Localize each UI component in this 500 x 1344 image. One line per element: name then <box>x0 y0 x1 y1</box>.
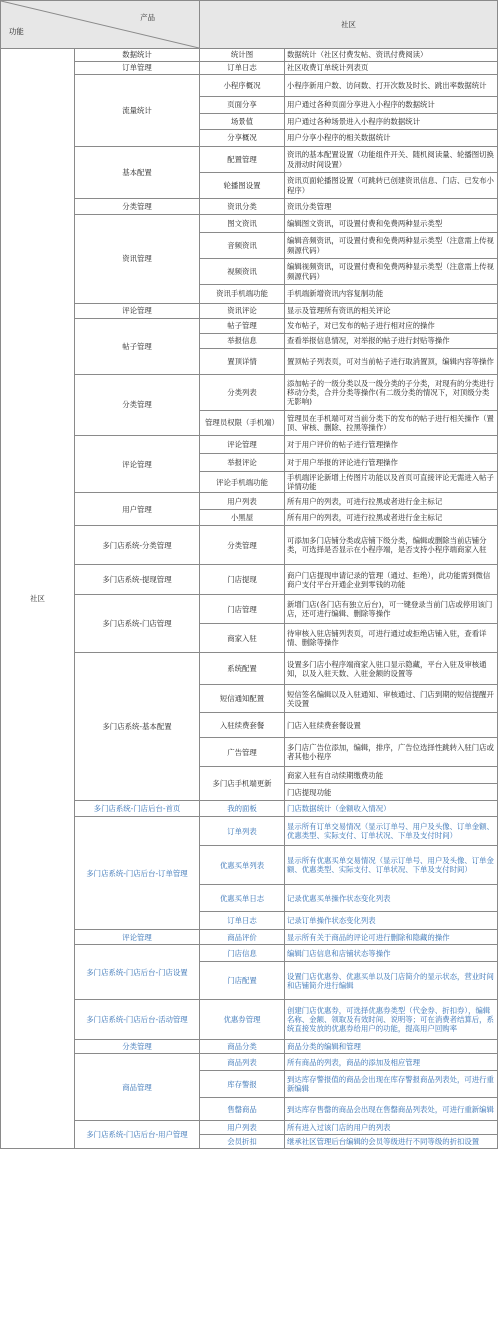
description-cell: 显示及管理所有资讯的相关评论 <box>285 304 498 319</box>
feature-cell: 小黑屋 <box>200 510 285 526</box>
feature-cell: 系统配置 <box>200 653 285 685</box>
module-cell: 基本配置 <box>75 147 200 199</box>
feature-cell: 商家入驻 <box>200 624 285 653</box>
description-cell: 资讯分类管理 <box>285 199 498 215</box>
module-cell: 多门店系统-分类管理 <box>75 526 200 565</box>
header-function: 功能 <box>9 26 24 36</box>
module-cell: 评论管理 <box>75 304 200 319</box>
description-cell: 编辑视频资讯，可设置付费和免费两种显示类型（注意需上传视频源代码） <box>285 259 498 285</box>
table-row <box>1 199 498 215</box>
feature-cell: 管理员权限（手机端） <box>200 411 285 436</box>
description-cell: 创建门店优惠券，可选择优惠券类型（代金券、折扣券），编辑名称、金额、领取及有效时间、说明等；可在消费者结算后，系统直接发放的优惠券给用户的功能，提高用户回购率 <box>285 1000 498 1040</box>
feature-cell: 资讯评论 <box>200 304 285 319</box>
description-cell: 到达库存警报值的商品会出现在库存警报商品列表处，可进行重新编辑 <box>285 1071 498 1098</box>
header-community: 社区 <box>200 1 498 49</box>
table-row <box>1 62 498 75</box>
table-row <box>1 375 498 411</box>
feature-cell: 售罄商品 <box>200 1098 285 1121</box>
description-cell: 置顶帖子列表页，可对当前帖子进行取消置顶，编辑内容等操作 <box>285 349 498 375</box>
table-row <box>1 147 498 173</box>
feature-cell: 订单列表 <box>200 817 285 846</box>
table-row <box>1 653 498 685</box>
description-cell: 商品分类的编辑和管理 <box>285 1040 498 1054</box>
feature-cell: 广告管理 <box>200 738 285 767</box>
feature-cell: 帖子管理 <box>200 319 285 334</box>
feature-cell: 多门店手机端更新 <box>200 767 285 801</box>
feature-cell: 资讯手机端功能 <box>200 285 285 304</box>
description-cell: 待审核入驻店铺列表页，可进行通过或拒绝店铺入驻，查看详情、删除等操作 <box>285 624 498 653</box>
description-cell: 添加帖子的一级分类以及一级分类的子分类，对现有的分类进行移动分类，合并分类等操作(有二级分类的情况下，对顶级分类无影响) <box>285 375 498 411</box>
description-cell: 编辑图文资讯，可设置付费和免费两种显示类型 <box>285 215 498 233</box>
module-cell: 多门店系统-门店后台-订单管理 <box>75 817 200 930</box>
description-cell: 小程序新用户数、访问数、打开次数及时长、跳出率数据统计 <box>285 75 498 97</box>
feature-cell: 资讯分类 <box>200 199 285 215</box>
module-cell: 用户管理 <box>75 493 200 526</box>
table-row <box>1 817 498 846</box>
feature-cell: 优惠买单列表 <box>200 846 285 885</box>
feature-cell: 商品分类 <box>200 1040 285 1054</box>
description-cell: 发布帖子，对已发布的帖子进行相对应的操作 <box>285 319 498 334</box>
description-cell: 门店入驻续费套餐设置 <box>285 713 498 738</box>
description-cell: 用户通过各种场景进入小程序的数据统计 <box>285 114 498 130</box>
feature-cell: 门店配置 <box>200 962 285 1000</box>
description-cell: 手机端评论新增上传图片功能以及首页可直接评论无需进入帖子详情功能 <box>285 472 498 493</box>
description-cell: 显示所有关于商品的评论可进行删除和隐藏的操作 <box>285 930 498 945</box>
module-cell: 数据统计 <box>75 49 200 62</box>
description-cell: 多门店广告位添加，编辑，排序，广告位选择性跳转入驻门店或者其他小程序 <box>285 738 498 767</box>
feature-cell: 举报信息 <box>200 334 285 349</box>
module-cell: 多门店系统-门店管理 <box>75 595 200 653</box>
table-row <box>1 319 498 334</box>
description-cell: 记录优惠买单操作状态变化列表 <box>285 885 498 912</box>
module-cell: 流量统计 <box>75 75 200 147</box>
feature-cell: 评论管理 <box>200 436 285 454</box>
description-cell: 商家入驻有自动续期缴费功能 <box>285 767 498 784</box>
feature-cell: 库存警报 <box>200 1071 285 1098</box>
description-cell: 可添加多门店铺分类或店铺下级分类，编辑或删除当前店铺分类，可选择是否显示在小程序端，是否支持小程序端商家入驻 <box>285 526 498 565</box>
module-cell: 多门店系统-门店后台-用户管理 <box>75 1121 200 1149</box>
description-cell: 数据统计（社区付费发帖、资讯付费阅读） <box>285 49 498 62</box>
table-row <box>1 215 498 233</box>
feature-cell: 短信通知配置 <box>200 685 285 713</box>
module-cell: 评论管理 <box>75 436 200 493</box>
feature-cell: 入驻续费套餐 <box>200 713 285 738</box>
table-row <box>1 1121 498 1135</box>
table-row <box>1 945 498 962</box>
table-body <box>1 49 498 1149</box>
description-cell: 对于用户举报的评论进行管理操作 <box>285 454 498 472</box>
table-row <box>1 1040 498 1054</box>
description-cell: 对于用户评价的帖子进行管理操作 <box>285 436 498 454</box>
feature-cell: 视频资讯 <box>200 259 285 285</box>
table-row <box>1 436 498 454</box>
description-cell: 资讯的基本配置设置（功能组件开关、随机阅读量、轮播图切换及滑动时间设置） <box>285 147 498 173</box>
feature-cell: 分类管理 <box>200 526 285 565</box>
description-cell: 用户通过各种页面分享进入小程序的数据统计 <box>285 97 498 114</box>
description-cell: 记录订单操作状态变化列表 <box>285 912 498 930</box>
feature-cell: 评论手机端功能 <box>200 472 285 493</box>
feature-cell: 置顶详情 <box>200 349 285 375</box>
feature-cell: 订单日志 <box>200 912 285 930</box>
category-cell: 社区 <box>1 49 75 1149</box>
table-row <box>1 75 498 97</box>
description-cell: 查看举报信息情况，对举报的帖子进行封贴等操作 <box>285 334 498 349</box>
table-row <box>1 930 498 945</box>
description-cell: 所有用户的列表，可进行拉黑或者进行金主标记 <box>285 493 498 510</box>
module-cell: 商品管理 <box>75 1054 200 1121</box>
module-cell: 多门店系统-门店后台-门店设置 <box>75 945 200 1000</box>
table-row <box>1 565 498 595</box>
module-cell: 多门店系统-基本配置 <box>75 653 200 801</box>
description-cell: 编辑音频资讯，可设置付费和免费两种显示类型（注意需上传视频源代码） <box>285 233 498 259</box>
description-cell: 管理员在手机端可对当前分类下的发布的帖子进行相关操作（置顶、审核、删除、拉黑等操作） <box>285 411 498 436</box>
feature-cell: 配置管理 <box>200 147 285 173</box>
module-cell: 资讯管理 <box>75 215 200 304</box>
description-cell: 到达库存售罄的商品会出现在售罄商品列表处，可进行重新编辑 <box>285 1098 498 1121</box>
feature-cell: 优惠买单日志 <box>200 885 285 912</box>
description-cell: 门店数据统计（金额收入情况） <box>285 801 498 817</box>
feature-cell: 分享概况 <box>200 130 285 147</box>
module-cell: 订单管理 <box>75 62 200 75</box>
description-cell: 所有商品的列表，商品的添加及相应管理 <box>285 1054 498 1071</box>
description-cell: 设置多门店小程序端商家入驻口显示隐藏，平台入驻及审核通知，以及入驻天数、入驻金额的设置等 <box>285 653 498 685</box>
description-cell: 显示所有订单交易情况（显示订单号、用户及头像、订单金额、优惠类型、实际支付、订单状况、下单及支付时间） <box>285 817 498 846</box>
description-cell: 商户门店提现申请记录的管理（通过、拒绝），此功能需到微信商户支付平台开通企业到零钱的功能 <box>285 565 498 595</box>
diagonal-header-cell <box>1 1 200 49</box>
feature-cell: 页面分享 <box>200 97 285 114</box>
feature-cell: 会员折扣 <box>200 1135 285 1149</box>
table-row <box>1 493 498 510</box>
feature-cell: 轮播图设置 <box>200 173 285 199</box>
header-product: 产品 <box>140 13 155 22</box>
module-cell: 多门店系统-门店后台-首页 <box>75 801 200 817</box>
table-row <box>1 801 498 817</box>
table-row <box>1 1054 498 1071</box>
description-cell: 手机端新增资讯内容复制功能 <box>285 285 498 304</box>
feature-cell: 分类列表 <box>200 375 285 411</box>
description-cell: 用户分享小程序的相关数据统计 <box>285 130 498 147</box>
feature-cell: 门店提现 <box>200 565 285 595</box>
description-cell: 编辑门店信息和店铺状态等操作 <box>285 945 498 962</box>
feature-cell: 用户列表 <box>200 1121 285 1135</box>
description-cell: 显示所有优惠买单交易情况（显示订单号、用户及头像、订单金额、优惠类型、实际支付、订单状况、下单及支付时间） <box>285 846 498 885</box>
description-cell: 新增门店(各门店有独立后台)，可一键登录当前门店或停用该门店，还可进行编辑、删除等操作 <box>285 595 498 624</box>
feature-cell: 小程序概况 <box>200 75 285 97</box>
module-cell: 多门店系统-提现管理 <box>75 565 200 595</box>
table-row <box>1 526 498 565</box>
module-cell: 分类管理 <box>75 199 200 215</box>
feature-cell: 门店管理 <box>200 595 285 624</box>
module-cell: 分类管理 <box>75 375 200 436</box>
description-cell: 所有进入过该门店的用户的列表 <box>285 1121 498 1135</box>
feature-cell: 统计图 <box>200 49 285 62</box>
table-row <box>1 1000 498 1040</box>
feature-cell: 优惠券管理 <box>200 1000 285 1040</box>
feature-cell: 商品列表 <box>200 1054 285 1071</box>
description-cell: 门店提现功能 <box>285 784 498 801</box>
description-cell: 短信签名编辑以及入驻通知、审核通过、门店到期的短信提醒开关设置 <box>285 685 498 713</box>
diagonal-line <box>1 1 199 48</box>
feature-cell: 我的面板 <box>200 801 285 817</box>
description-cell: 资讯页面轮播图设置（可跳转已创建资讯信息、门店、已发布小程序） <box>285 173 498 199</box>
description-cell: 继承社区管理后台编辑的会员等级进行不同等级的折扣设置 <box>285 1135 498 1149</box>
feature-cell: 用户列表 <box>200 493 285 510</box>
module-cell: 多门店系统-门店后台-活动管理 <box>75 1000 200 1040</box>
feature-cell: 订单日志 <box>200 62 285 75</box>
table-row <box>1 49 498 62</box>
table-row <box>1 304 498 319</box>
feature-cell: 商品评价 <box>200 930 285 945</box>
module-cell: 评论管理 <box>75 930 200 945</box>
feature-cell: 门店信息 <box>200 945 285 962</box>
module-cell: 帖子管理 <box>75 319 200 375</box>
table-row <box>1 595 498 624</box>
description-cell: 社区收费订单统计列表页 <box>285 62 498 75</box>
description-cell: 设置门店优惠券、优惠买单以及门店简介的显示状态，营业时间和店铺简介进行编辑 <box>285 962 498 1000</box>
description-cell: 所有用户的列表，可进行拉黑或者进行金主标记 <box>285 510 498 526</box>
feature-cell: 图文资讯 <box>200 215 285 233</box>
module-cell: 分类管理 <box>75 1040 200 1054</box>
feature-cell: 音频资讯 <box>200 233 285 259</box>
feature-cell: 举报评论 <box>200 454 285 472</box>
feature-cell: 场景值 <box>200 114 285 130</box>
